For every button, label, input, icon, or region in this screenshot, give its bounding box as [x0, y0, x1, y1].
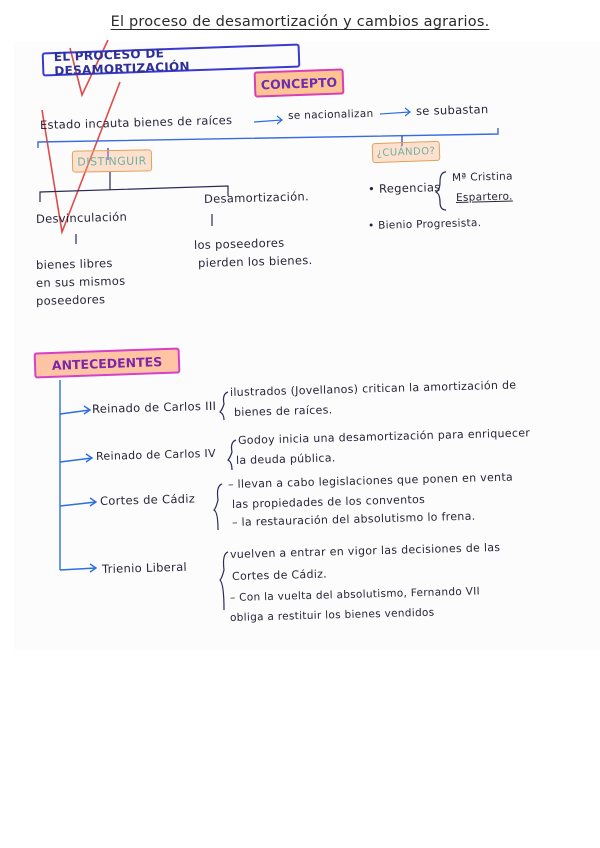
arrow-subastan: [380, 112, 410, 114]
antecedente-line: – Con la vuelta del absolutismo, Fernando VII: [229, 585, 481, 604]
cuando-regencias: • Regencias: [367, 180, 441, 196]
antecedente-line: obliga a restituir los bienes vendidos: [229, 606, 435, 624]
document-title: El proceso de desamortización y cambios agrarios.: [110, 14, 490, 30]
regente-espartero: Espartero.: [455, 190, 513, 204]
antecedente-line: bienes de raíces.: [233, 403, 333, 419]
brace-carlos4: [228, 440, 236, 470]
arrow-trienio: [60, 568, 96, 570]
cuando-bienio-text: Bienio Progresista.: [377, 217, 482, 232]
antecedente-line: la deuda pública.: [235, 451, 336, 467]
antecedente-line: Godoy inicia una desamortización para enriquecer: [237, 426, 531, 447]
cuando-bienio: • Bienio Progresista.: [367, 217, 482, 232]
concept-nacionalizan: se nacionalizan: [287, 107, 374, 122]
antecedente-line: las propiedades de los conventos: [231, 492, 426, 511]
cuando-label: ¿CUÁNDO?: [372, 141, 441, 163]
antecedente-line: vuelven a entrar en vigor las decisiones de las: [229, 540, 501, 561]
antecedentes-label: ANTECEDENTES: [34, 347, 181, 378]
desamortizacion-line: los poseedores: [193, 235, 285, 252]
brace-carlos3: [220, 392, 228, 420]
concept-estado: Estado incauta bienes de raíces: [39, 112, 233, 132]
heading-box: EL PROCESO DE DESAMORTIZACIÓN: [42, 44, 301, 77]
antecedente-line: – llevan a cabo legislaciones que ponen en venta: [227, 470, 514, 491]
antecedente-reinado-carlos4: Reinado de Carlos IV: [95, 446, 217, 463]
antecedente-line: ilustrados (Jovellanos) critican la amortización de: [229, 378, 517, 399]
arrow-nacionalizan: [254, 120, 282, 122]
distinguir-branch: [40, 186, 228, 202]
regente-cristina: Mª Cristina: [451, 170, 513, 184]
desvinculacion-line: en sus mismos: [35, 273, 126, 290]
distinguir-label: DISTINGUIR: [72, 149, 152, 172]
desvinculacion-title: Desvinculación: [35, 209, 128, 226]
desamortizacion-title: Desamortización.: [203, 189, 310, 206]
cuando-regencias-text: Regencias: [378, 180, 441, 196]
concepto-label: CONCEPTO: [254, 68, 345, 97]
antecedente-line: – la restauración del absolutismo lo frena.: [231, 509, 476, 529]
brace-trienio: [220, 552, 228, 610]
antecedente-line: Cortes de Cádiz.: [231, 567, 328, 583]
antecedente-reinado-carlos3: Reinado de Carlos III: [91, 398, 217, 416]
concept-subastan: se subastan: [415, 102, 489, 118]
desvinculacion-line: bienes libres: [35, 255, 113, 272]
antecedente-trienio-liberal: Trienio Liberal: [101, 559, 188, 576]
antecedente-cortes-cadiz: Cortes de Cádiz: [99, 491, 196, 508]
desamortizacion-line: pierden los bienes.: [197, 253, 313, 270]
brace-cadiz: [214, 484, 222, 530]
desvinculacion-line: poseedores: [35, 292, 106, 308]
